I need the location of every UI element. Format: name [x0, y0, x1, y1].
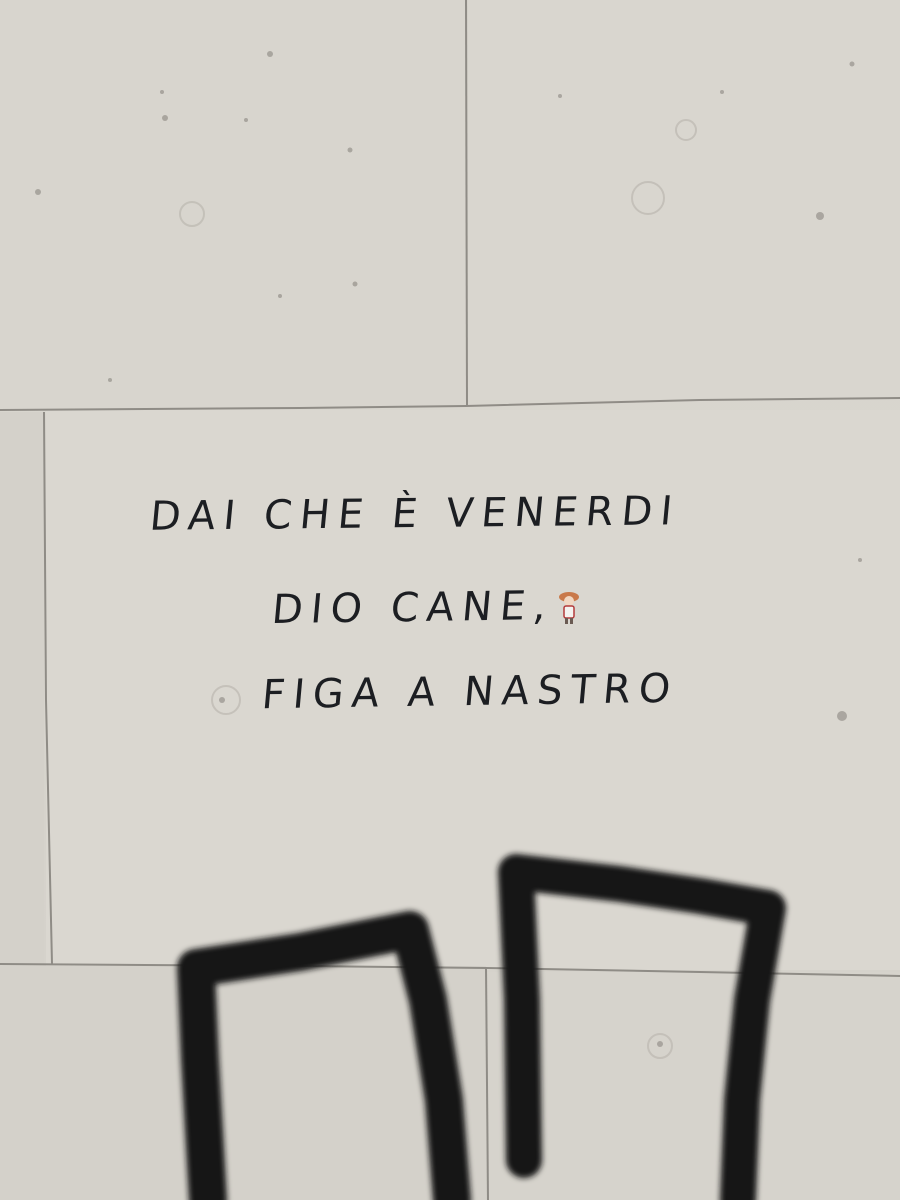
handwriting-line-1: DAI CHE È VENERDI [147, 488, 683, 540]
handwriting-line-3: FIGA A NASTRO [259, 665, 681, 719]
handwriting-line-2: DIO CANE, [269, 582, 557, 634]
small-figure-sticker-icon [558, 590, 580, 626]
